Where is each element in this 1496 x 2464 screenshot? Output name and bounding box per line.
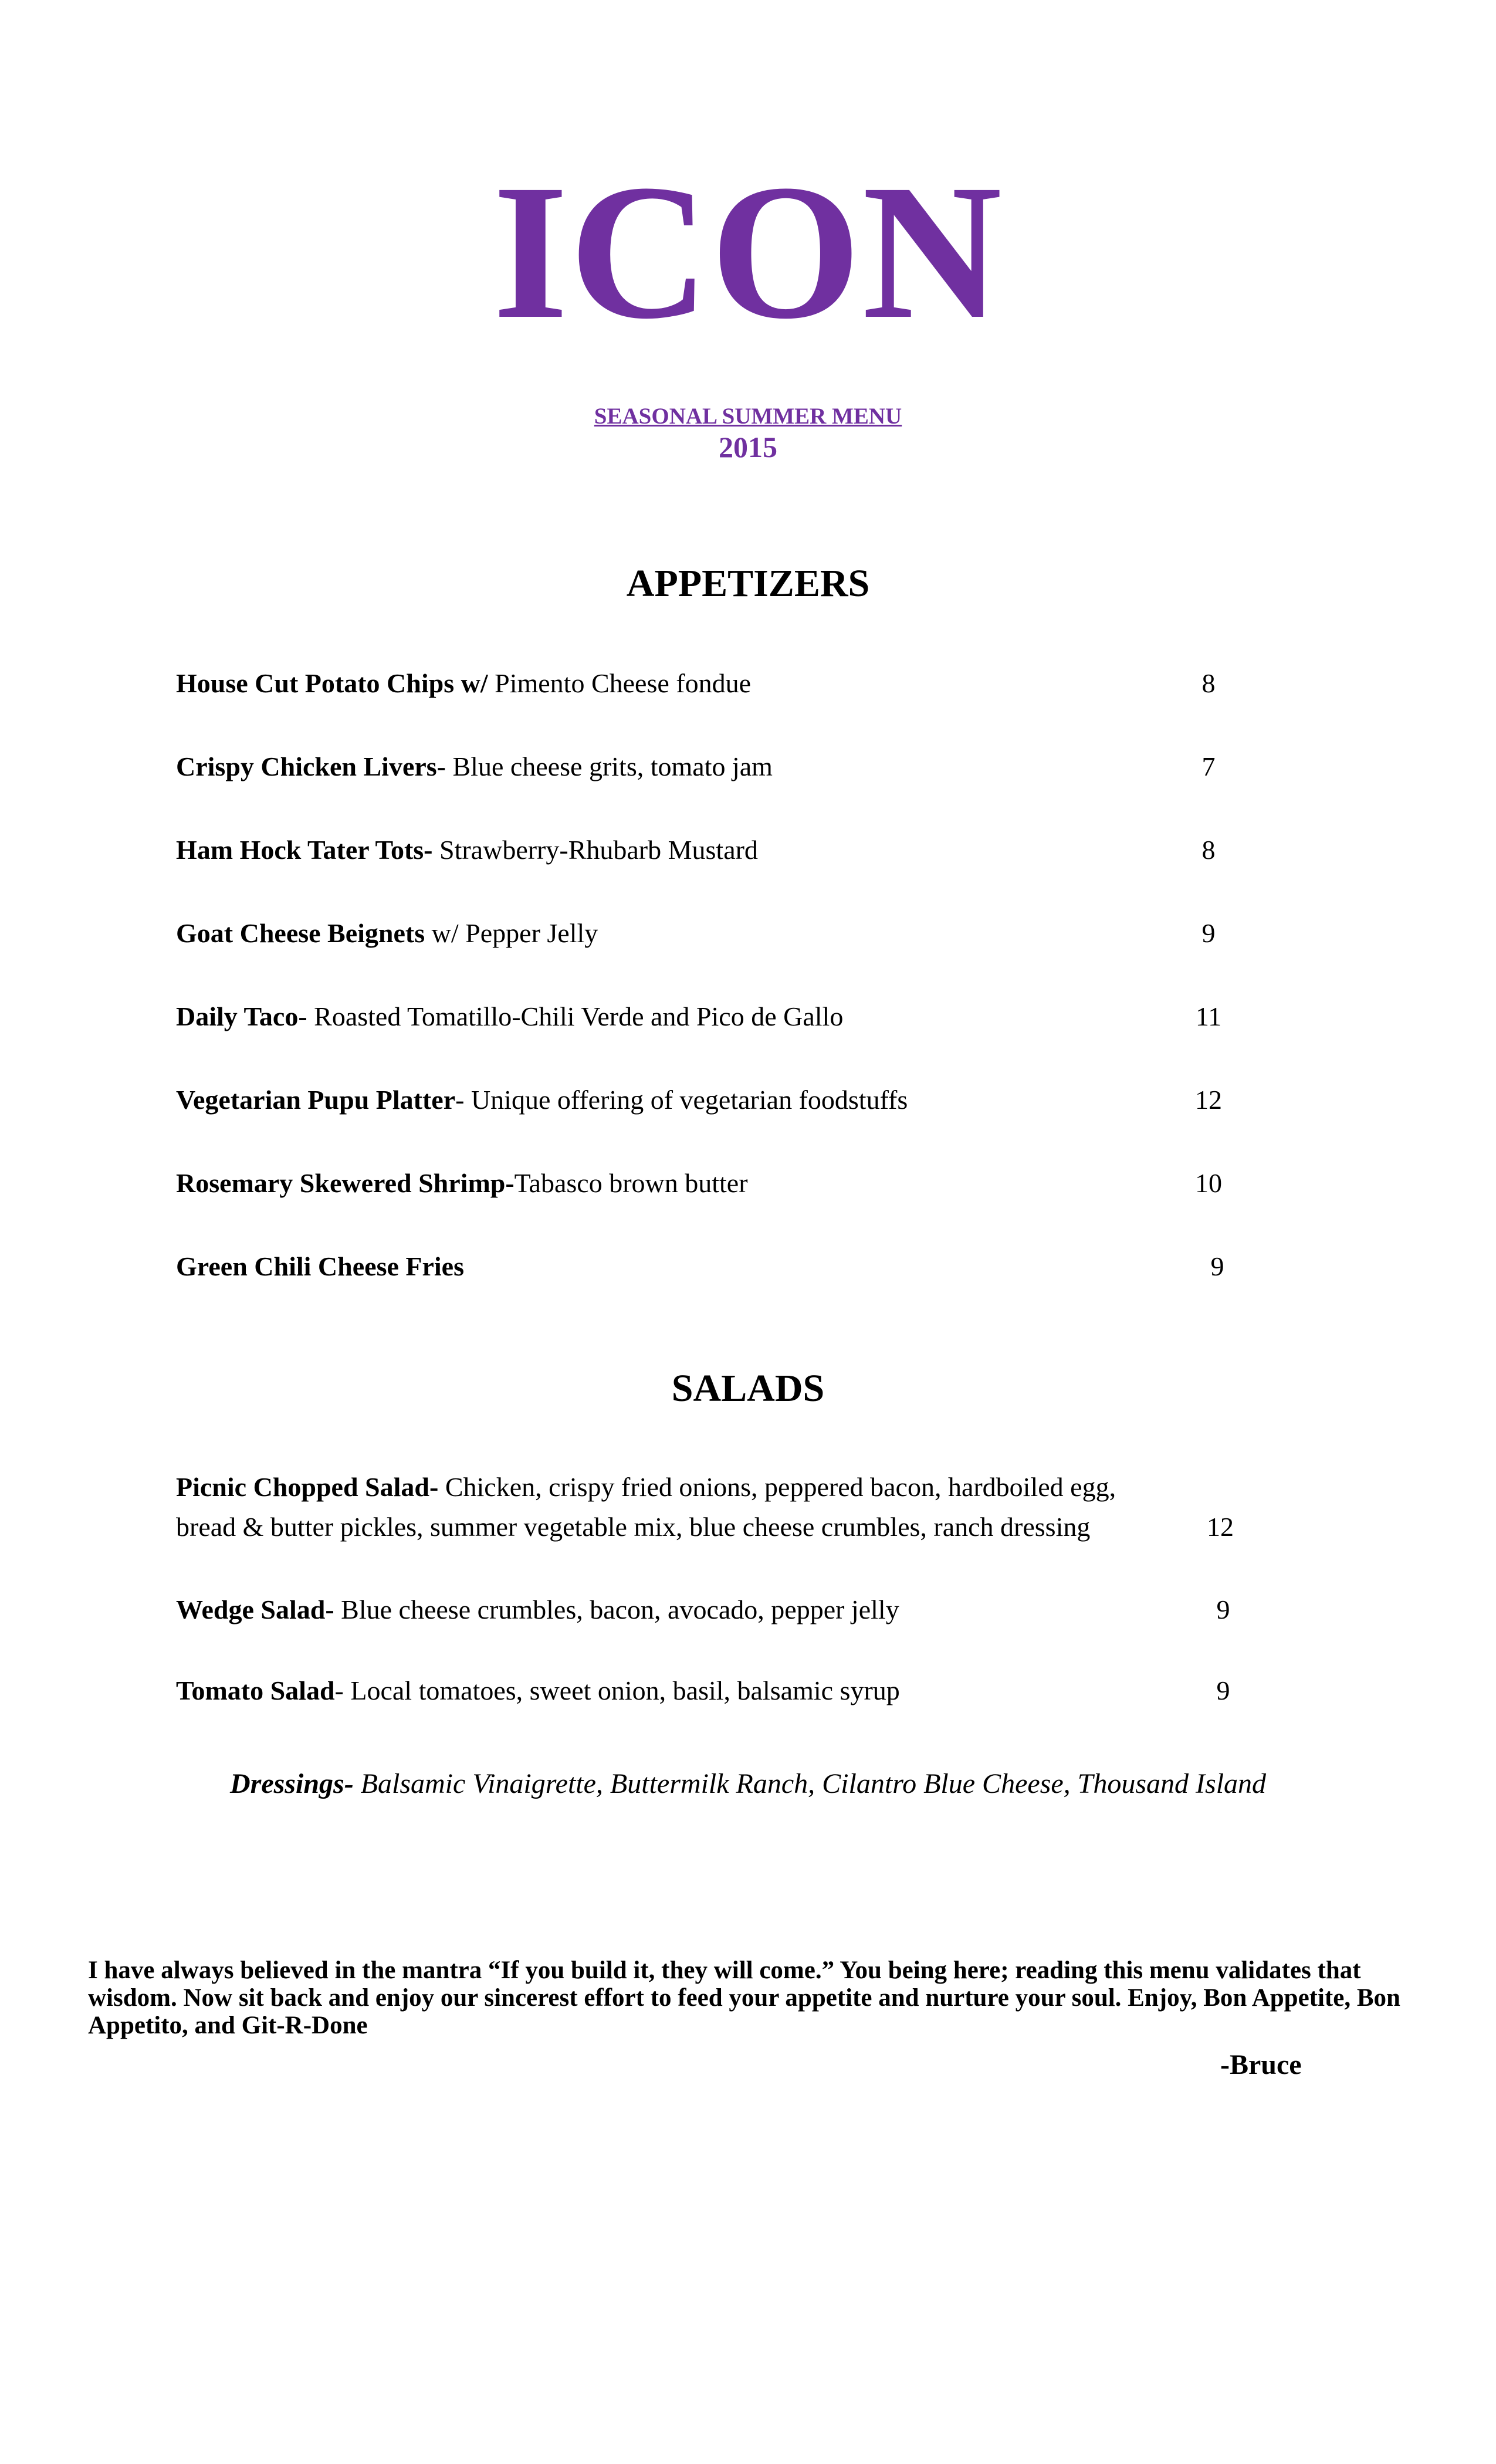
dressings-line bbox=[0, 1766, 1496, 1802]
menu-item-picnic-chopped-salad bbox=[176, 1470, 1116, 1505]
menu-item-description: Chicken, crispy fried onions, peppered bacon, hardboiled egg, bbox=[438, 1472, 1116, 1502]
menu-item-name: Vegetarian Pupu Platter bbox=[176, 1085, 456, 1115]
menu-item-description: Strawberry-Rhubarb Mustard bbox=[432, 835, 758, 865]
menu-item-name: Wedge Salad- bbox=[176, 1595, 334, 1624]
menu-year: 2015 bbox=[719, 431, 777, 463]
menu-item-price: 11 bbox=[1195, 1001, 1222, 1031]
restaurant-logo-title: ICON bbox=[493, 145, 1003, 359]
menu-item-name: Crispy Chicken Livers- bbox=[176, 752, 446, 781]
menu-item-price: 7 bbox=[1201, 752, 1216, 781]
menu-item-price: 9 bbox=[1216, 1595, 1230, 1624]
menu-item-name: Ham Hock Tater Tots- bbox=[176, 835, 433, 865]
menu-item-price: 8 bbox=[1201, 835, 1216, 865]
menu-item-tomato-salad bbox=[176, 1673, 900, 1708]
menu-item-description: Pimento Cheese fondue bbox=[488, 668, 752, 698]
menu-item-tater-tots bbox=[176, 832, 758, 868]
menu-item-potato-chips bbox=[176, 666, 751, 701]
menu-item-description: - Unique offering of vegetarian foodstuffs bbox=[455, 1085, 908, 1115]
menu-item-goat-cheese-beignets bbox=[176, 916, 598, 951]
menu-item-description: Blue cheese grits, tomato jam bbox=[446, 752, 773, 781]
menu-item-name: Green Chili Cheese Fries bbox=[176, 1251, 464, 1281]
owner-signature: -Bruce bbox=[1220, 2049, 1302, 2080]
menu-item-name: Tomato Salad bbox=[176, 1676, 335, 1705]
appetizers-heading: APPETIZERS bbox=[626, 562, 870, 605]
menu-item-cheese-fries bbox=[176, 1249, 464, 1284]
menu-item-pupu-platter bbox=[176, 1082, 908, 1118]
menu-item-name: Goat Cheese Beignets bbox=[176, 918, 425, 948]
menu-item-name: House Cut Potato Chips w/ bbox=[176, 668, 488, 698]
dressings-list: Balsamic Vinaigrette, Buttermilk Ranch, Cilantro Blue Cheese, Thousand Island bbox=[353, 1768, 1267, 1799]
menu-item-description: - Local tomatoes, sweet onion, basil, balsamic syrup bbox=[334, 1676, 900, 1705]
menu-item-price: 8 bbox=[1201, 668, 1216, 698]
menu-item-description: Roasted Tomatillo-Chili Verde and Pico de Gallo bbox=[307, 1001, 844, 1031]
menu-item-skewered-shrimp bbox=[176, 1166, 748, 1201]
menu-item-description: w/ Pepper Jelly bbox=[425, 918, 598, 948]
menu-item-price: 10 bbox=[1195, 1168, 1222, 1198]
menu-item-daily-taco bbox=[176, 999, 843, 1034]
menu-item-price: 12 bbox=[1207, 1512, 1234, 1542]
menu-item-price: 9 bbox=[1210, 1251, 1224, 1281]
menu-item-wedge-salad bbox=[176, 1592, 899, 1627]
menu-item-description-continued: bread & butter pickles, summer vegetable mix, blue cheese crumbles, ranch dressing bbox=[176, 1512, 1091, 1542]
salads-heading: SALADS bbox=[671, 1367, 825, 1410]
menu-item-name: Daily Taco- bbox=[176, 1001, 307, 1031]
owner-note: I have always believed in the mantra “If you build it, they will come.” You being here; reading this menu validates that wisdom. Now sit back and enjoy our sincerest effort to feed your appetite and nurture your soul. Enjoy, Bon Appetite, Bon Appetito, and Git-R-Done bbox=[88, 1957, 1400, 2039]
menu-subtitle: SEASONAL SUMMER MENU bbox=[594, 404, 902, 429]
dressings-label: Dressings- bbox=[229, 1768, 354, 1799]
menu-item-price: 12 bbox=[1195, 1085, 1222, 1115]
menu-item-price: 9 bbox=[1201, 918, 1216, 948]
menu-item-price: 9 bbox=[1216, 1676, 1230, 1705]
menu-item-name: Picnic Chopped Salad- bbox=[176, 1472, 439, 1502]
menu-item-description: Blue cheese crumbles, bacon, avocado, pepper jelly bbox=[334, 1595, 899, 1624]
menu-item-description: Tabasco brown butter bbox=[514, 1168, 748, 1198]
menu-item-chicken-livers bbox=[176, 749, 773, 784]
menu-item-name: Rosemary Skewered Shrimp- bbox=[176, 1168, 515, 1198]
